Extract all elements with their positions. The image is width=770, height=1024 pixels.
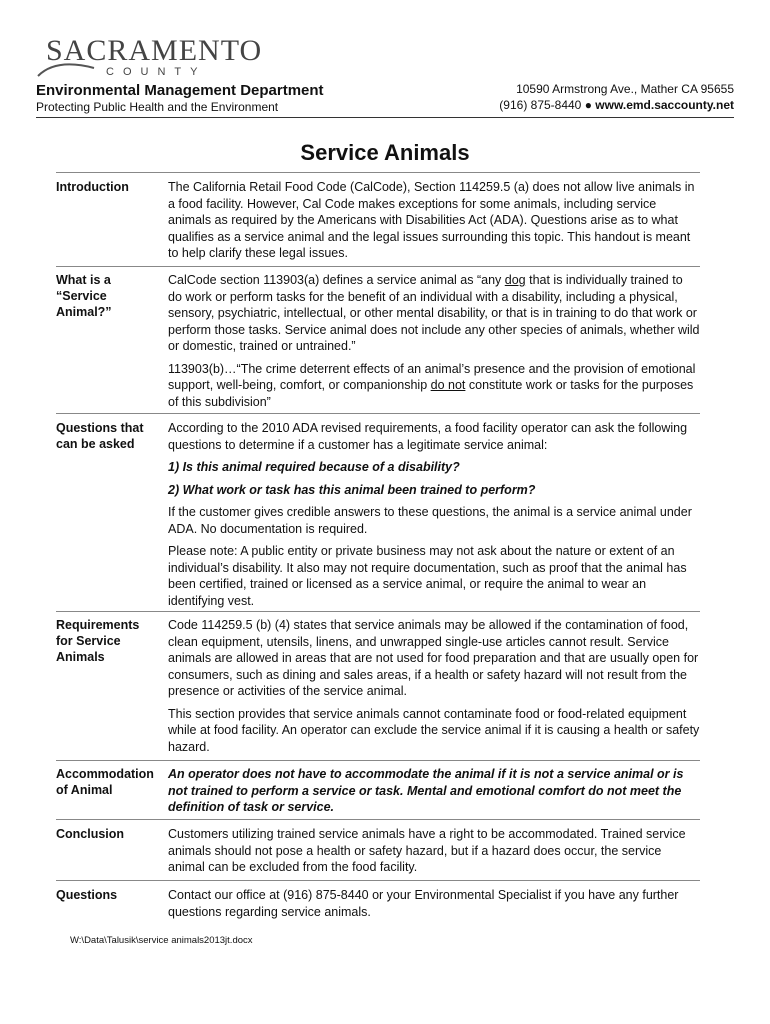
department-tagline: Protecting Public Health and the Environment (36, 100, 279, 114)
department-contact (499, 98, 734, 112)
section-label: Requirements for Service Animals (56, 618, 140, 664)
section-body (168, 766, 700, 822)
department-name: Environmental Management Department (36, 82, 324, 99)
page-title: Service Animals (300, 140, 470, 165)
section-body (168, 272, 700, 416)
section-divider (56, 819, 700, 820)
section-divider (56, 266, 700, 267)
accommodation-paragraph: An operator does not have to accommodate the animal if it is not a service animal or is not trained to perform a service or task. Mental and emotional comfort do not meet the definition of task or service. (168, 767, 684, 814)
file-path-footer: W:\Data\Talusik\service animals2013jt.docx (70, 935, 253, 946)
county-logo (36, 34, 263, 84)
section-label: Questions (56, 888, 118, 902)
requirements-paragraph: Code 114259.5 (b) (4) states that service animals may be allowed if the contamination of food, clean equipment, utensils, linens, and unwrapped single-use articles cannot result. Service animals are allowed in areas that are not used for food preparation and that are usually open for consumers, such as dining and sales areas, if a health or safety hazard will not result from the presence or activities of the service animal. (168, 618, 699, 698)
section-label: Introduction (56, 180, 129, 194)
logo-subtext: COUNTY (106, 66, 207, 78)
section-label: Accommodation of Animal (56, 767, 154, 797)
website-link[interactable]: www.emd.saccounty.net (595, 98, 734, 112)
section-divider (56, 413, 700, 414)
section-body (168, 420, 700, 615)
section-label: Questions that can be asked (56, 421, 144, 451)
section-label: What is a “Service Animal?” (56, 273, 112, 319)
section-divider (56, 880, 700, 881)
questions-intro: According to the 2010 ADA revised requirements, a food facility operator can ask the following questions to determine if a customer has a legitimate service animal: (168, 421, 688, 452)
section-body (168, 617, 700, 761)
question-1: 1) Is this animal required because of a disability? (168, 460, 460, 474)
please-note-paragraph: Please note: A public entity or private business may not ask about the nature or extent of an individual’s disability. It also may not require documentation, such as proof that the animal has been certified, trained or licensed as a service animal, or require the animal to wear an identifying vest. (168, 544, 687, 608)
contamination-paragraph: This section provides that service animals cannot contaminate food or food-related equipment while at food facility. An operator can exclude the service animal if it is causing a health or safety hazard. (168, 706, 700, 754)
contact-paragraph: Contact our office at (916) 875-8440 or your Environmental Specialist if you have any further questions regarding service animals. (168, 888, 679, 919)
section-body (168, 826, 700, 882)
subdivision-paragraph: 113903(b)…“The crime deterrent effects of an animal’s presence and the provision of emotional support, well-being, comfort, or companionship do not constitute work or tasks for the purposes of this subdivision” (168, 361, 696, 409)
intro-paragraph: The California Retail Food Code (CalCode), Section 114259.5 (a) does not allow live animals in a food facility. However, Cal Code makes exceptions for some animals, including service animals as required by the Americans with Disabilities Act (ADA). Questions arise as to what qualifies as a service animal and the legal issues surrounding this topic. This handout is meant to help clarify these legal issues. (168, 180, 695, 260)
section-divider (56, 760, 700, 761)
question-2: 2) What work or task has this animal been trained to perform? (168, 482, 536, 497)
section-divider (56, 611, 700, 612)
credible-answers-paragraph: If the customer gives credible answers to these questions, the animal is a service animal under ADA. No documentation is required. (168, 505, 692, 536)
department-address: 10590 Armstrong Ave., Mather CA 95655 (516, 82, 734, 96)
section-body (168, 887, 700, 926)
section-body (168, 179, 700, 268)
section-divider (56, 172, 700, 173)
bullet-separator: ● (584, 98, 592, 112)
header-divider (36, 117, 734, 118)
logo-text: SACRAMENTO (46, 34, 263, 67)
definition-paragraph: CalCode section 113903(a) defines a service animal as “any dog that is individually trained to do work or perform tasks for the benefit of an individual with a disability, including a physical, sensory, psychiatric, intellectual, or other mental disability, or that is in training to do that work or perform those tasks. Service animal does not include any other species of animals, whether wild or domestic, trained or untrained.” (168, 273, 700, 353)
phone-number: (916) 875-8440 (499, 98, 582, 112)
section-label: Conclusion (56, 827, 125, 841)
conclusion-paragraph: Customers utilizing trained service animals have a right to be accommodated. Trained service animals should not pose a health or safety hazard, but if a hazard does occur, the service animal can be excluded from the food facility. (168, 827, 686, 874)
